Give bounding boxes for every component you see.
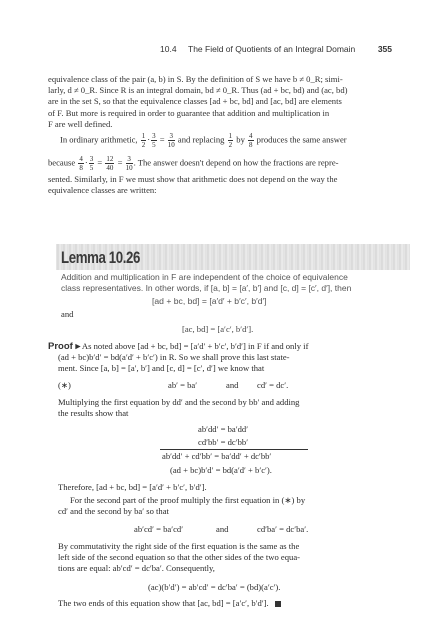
- arith-mid: and replacing: [177, 134, 225, 145]
- sum-line-4: (ad + bc)b′d′ = bd(a′d′ + b′c′).: [170, 465, 272, 475]
- sum-line-3: ab′dd′ + cd′bb′ = ba′dd′ + dc′bb′: [162, 451, 272, 461]
- qed-square-icon: [275, 601, 281, 607]
- text-line: ment. Since [a, b] = [a′, b′] and [c, d] = [c′, d′] we know that: [58, 363, 265, 374]
- text-line: left side of the second equation so that the other sides of the two equa-: [58, 552, 300, 563]
- star-equation-1: ab′ = ba′: [168, 380, 198, 390]
- text-line: For the second part of the proof multiply the first equation in (∗) by: [70, 495, 306, 505]
- text-line: cd′ and the second by ba′ so that: [58, 506, 169, 517]
- text-line: tions are equal: ab′cd′ = dc′ba′. Consequently,: [58, 563, 215, 574]
- sum-line-2: cd′bb′ = dc′bb′: [198, 437, 249, 447]
- running-header: [160, 44, 396, 54]
- fraction: $\frac{3}{5}$: [89, 155, 94, 172]
- fraction: $\frac{1}{2}$: [228, 132, 233, 149]
- text-line: F are well defined.: [48, 118, 113, 129]
- lemma-and: and: [61, 309, 74, 319]
- star-marker: (∗): [58, 380, 71, 390]
- fraction: $\frac{3}{10}$: [125, 155, 133, 172]
- fraction: $\frac{1}{2}$: [141, 132, 146, 149]
- text-line: of F. But more is required in order to guarantee that addition and multiplication in: [48, 107, 330, 118]
- text-line: are in the set S, so that the equivalence classes [ad + bc, bd] and [ac, bd] are elements: [48, 96, 342, 107]
- lemma-statement: [61, 272, 391, 294]
- arithmetic-example-line: because $\frac{4}{8}$ · $\frac{3}{5}$ = $\frac{12}{40}$ = $\frac{3}{10}$ . The answer doesn't depend on how the fractions are repre-: [48, 155, 339, 172]
- closing-line: [58, 598, 281, 609]
- section-title: The Field of Quotients of an Integral Domain: [188, 44, 356, 54]
- star-equation-2: cd′ = dc′.: [257, 380, 289, 390]
- intro-paragraph: [48, 74, 394, 130]
- text-line: larly, d ≠ 0_R. Since R is an integral domain, bd ≠ 0_R. Thus (ad + bc, bd) and (ac, bd): [48, 85, 348, 96]
- text-line: sented. Similarly, in F we must show that arithmetic does not depend on the way the: [48, 174, 338, 184]
- second-part-paragraph: [58, 495, 396, 517]
- text-line: the results show that: [58, 408, 129, 419]
- proof-label: Proof ▸: [48, 341, 81, 352]
- lemma-title: Lemma 10.26: [61, 248, 141, 267]
- text-line: Addition and multiplication in F are independent of the choice of equivalence: [61, 272, 348, 282]
- lemma-equation-1: [ad + bc, bd] = [a′d′ + b′c′, b′d′]: [152, 296, 267, 306]
- arith-post: produces the same answer: [256, 134, 347, 145]
- commutativity-paragraph: [58, 541, 396, 575]
- arith-tail: . The answer doesn't depend on how the fractions are repre-: [133, 157, 339, 168]
- mult-equation-1: ab′cd′ = ba′cd′: [134, 524, 184, 534]
- text-line: equivalence classes are written:: [48, 185, 157, 196]
- lemma-equation-2: [ac, bd] = [a′c′, b′d′].: [182, 324, 254, 334]
- proof-first-line: [48, 341, 394, 352]
- fraction: $\frac{4}{8}$: [249, 132, 253, 149]
- therefore-line: Therefore, [ad + bc, bd] = [a′d′ + b′c′, b′d′].: [58, 482, 207, 492]
- text-line: class representatives. In other words, if [a, b] = [a′, b′] and [c, d] = [c′, d′], then: [61, 283, 352, 294]
- text-line: (ad + bc)b′d′ = bd(a′d′ + b′c′) in R. So we shall prove this last state-: [58, 352, 290, 363]
- text-line: As noted above [ad + bc, bd] = [a′d′ + b′c′, b′d′] in F if and only if: [81, 341, 309, 351]
- fraction: $\frac{4}{8}$: [79, 155, 83, 172]
- text-line: By commutativity the right side of the first equation is the same as the: [58, 541, 300, 551]
- section-number: 10.4: [160, 44, 177, 54]
- sum-line-1: ab′dd′ = ba′dd′: [198, 424, 249, 434]
- page-number: 355: [377, 44, 392, 54]
- multiply-paragraph: [58, 397, 394, 419]
- text-line: equivalence class of the pair (a, b) in S. By the definition of S we have b ≠ 0_R; simi-: [48, 74, 343, 84]
- arithmetic-example-line: In ordinary arithmetic, $\frac{1}{2}$ · $\frac{3}{5}$ = $\frac{3}{10}$ and replacing $\frac{1}{2}$ by $\frac{4}{8}$ produces the same answer: [60, 132, 347, 149]
- star-and: and: [226, 380, 239, 390]
- closing-text: The two ends of this equation show that [ac, bd] = [a′c′, b′d′].: [58, 598, 269, 608]
- final-equation: (ac)(b′d′) = ab′cd′ = dc′ba′ = (bd)(a′c′).: [148, 582, 281, 592]
- sum-rule: [160, 449, 308, 450]
- proof-block: [48, 341, 394, 375]
- fraction: $\frac{12}{40}$: [106, 155, 114, 172]
- arith-pre: In ordinary arithmetic,: [60, 134, 138, 145]
- text-line: Multiplying the first equation by dd′ and the second by bb′ and adding: [58, 397, 300, 407]
- mult-and: and: [216, 524, 229, 534]
- fraction: $\frac{3}{5}$: [152, 132, 156, 149]
- fraction: $\frac{3}{10}$: [167, 132, 175, 149]
- mult-equation-2: cd′ba′ = dc′ba′.: [257, 524, 309, 534]
- intro-continuation: [48, 174, 394, 196]
